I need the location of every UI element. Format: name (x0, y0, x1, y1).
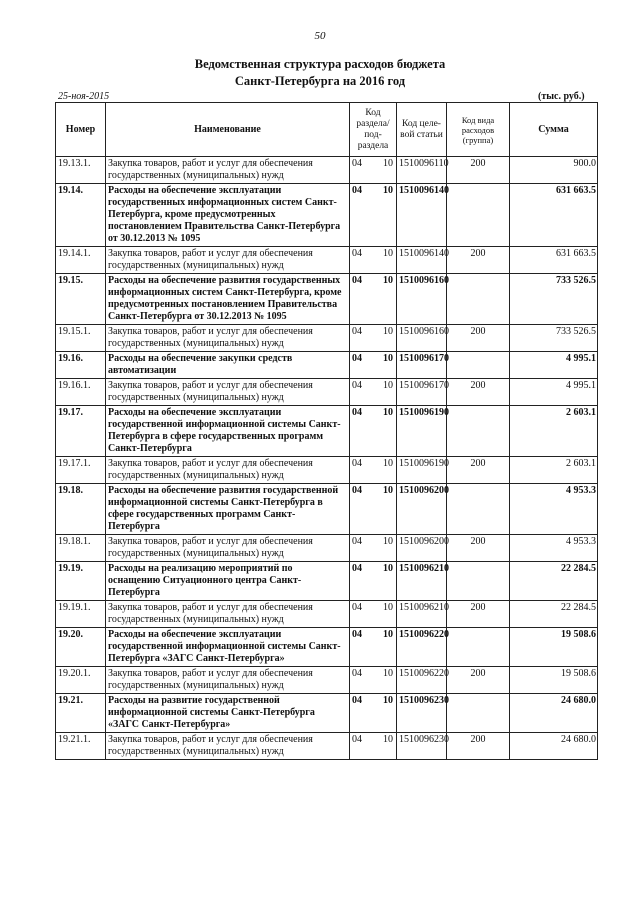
row-section (350, 535, 397, 562)
row-section (350, 601, 397, 628)
row-section-code: 04 (352, 353, 362, 364)
row-name: Закупка товаров, работ и услуг для обеспечения государственных (муниципальных) нужд (106, 457, 350, 484)
row-section-code: 04 (352, 326, 362, 337)
row-number: 19.17.1. (56, 457, 106, 484)
title-line-2: Санкт-Петербурга на 2016 год (234, 74, 406, 88)
row-name: Расходы на обеспечение эксплуатации государственной информационной системы Санкт-Петербурга в сфере государственных программ Санкт-Петербурга (106, 406, 350, 457)
row-section (350, 325, 397, 352)
row-section-code: 04 (352, 275, 362, 286)
row-sum: 22 284.5 (510, 562, 598, 601)
row-article: 1510096170 (397, 379, 447, 406)
row-name: Расходы на обеспечение развития государственных информационных систем Санкт-Петербурга, кроме предусмотренных постановлением Правительства Санкт-Петербурга от 30.12.2013 № 1095 (106, 274, 350, 325)
header-sum: Сумма (510, 103, 598, 157)
row-article: 1510096110 (397, 157, 447, 184)
row-name: Расходы на развитие государственной информационной системы Санкт-Петербурга «ЗАГС Санкт-Петербурга» (106, 694, 350, 733)
table-row (56, 247, 598, 274)
row-sum: 4 995.1 (510, 352, 598, 379)
row-section-code: 04 (352, 734, 362, 745)
row-group: 200 (447, 535, 510, 562)
row-number: 19.21. (56, 694, 106, 733)
table-row (56, 484, 598, 535)
row-name: Расходы на обеспечение развития государственной информационной системы Санкт-Петербурга в сфере государственных программ Санкт-Петербурга (106, 484, 350, 535)
table-row (56, 535, 598, 562)
table-row (56, 352, 598, 379)
row-sum: 733 526.5 (510, 274, 598, 325)
row-number: 19.18. (56, 484, 106, 535)
table-row (56, 694, 598, 733)
units-label: (тыс. руб.) (538, 91, 585, 102)
row-section-code: 04 (352, 380, 362, 391)
row-section-code: 04 (352, 458, 362, 469)
table-row (56, 457, 598, 484)
row-section (350, 274, 397, 325)
header-article: Код целе-вой статьи (397, 103, 447, 157)
row-group: 200 (447, 247, 510, 274)
row-section (350, 406, 397, 457)
row-number: 19.14. (56, 184, 106, 247)
row-subsection-code: 10 (383, 275, 393, 286)
row-name: Закупка товаров, работ и услуг для обеспечения государственных (муниципальных) нужд (106, 325, 350, 352)
row-subsection-code: 10 (383, 185, 393, 196)
row-number: 19.20.1. (56, 667, 106, 694)
row-name: Расходы на реализацию мероприятий по оснащению Ситуационного центра Санкт-Петербурга (106, 562, 350, 601)
document-title (0, 56, 640, 90)
row-section (350, 352, 397, 379)
row-section-code: 04 (352, 407, 362, 418)
row-number: 19.20. (56, 628, 106, 667)
row-subsection-code: 10 (383, 629, 393, 640)
row-name: Закупка товаров, работ и услуг для обеспечения государственных (муниципальных) нужд (106, 157, 350, 184)
row-section-code: 04 (352, 695, 362, 706)
table-row (56, 628, 598, 667)
row-subsection-code: 10 (383, 485, 393, 496)
row-sum: 22 284.5 (510, 601, 598, 628)
row-name: Расходы на обеспечение эксплуатации государственной информационной системы Санкт-Петербурга «ЗАГС Санкт-Петербурга» (106, 628, 350, 667)
row-section-code: 04 (352, 485, 362, 496)
row-name: Расходы на обеспечение эксплуатации государственных информационных систем Санкт-Петербурга, кроме предусмотренных постановлением Правительства Санкт-Петербурга от 30.12.2013 № 1095 (106, 184, 350, 247)
header-group: Код вида расходов (группа) (447, 103, 510, 157)
title-line-1: Ведомственная структура расходов бюджета (194, 57, 446, 71)
page-number: 50 (314, 30, 326, 42)
row-section-code: 04 (352, 563, 362, 574)
row-sum: 631 663.5 (510, 184, 598, 247)
row-subsection-code: 10 (383, 353, 393, 364)
row-subsection-code: 10 (383, 248, 393, 259)
row-name: Закупка товаров, работ и услуг для обеспечения государственных (муниципальных) нужд (106, 247, 350, 274)
row-section (350, 562, 397, 601)
row-subsection-code: 10 (383, 602, 393, 613)
row-name: Закупка товаров, работ и услуг для обеспечения государственных (муниципальных) нужд (106, 535, 350, 562)
row-article: 1510096190 (397, 457, 447, 484)
header-name: Наименование (106, 103, 350, 157)
row-group: 200 (447, 157, 510, 184)
header-section: Код раздела/ под-раздела (350, 103, 397, 157)
table-header-row (56, 103, 598, 157)
row-group: 200 (447, 457, 510, 484)
row-number: 19.13.1. (56, 157, 106, 184)
table-row (56, 157, 598, 184)
row-article: 1510096230 (397, 733, 447, 760)
row-number: 19.18.1. (56, 535, 106, 562)
row-number: 19.21.1. (56, 733, 106, 760)
row-sum: 733 526.5 (510, 325, 598, 352)
row-name: Расходы на обеспечение закупки средств автоматизации (106, 352, 350, 379)
row-sum: 19 508.6 (510, 667, 598, 694)
document-date: 25-ноя-2015 (58, 91, 110, 102)
row-number: 19.16. (56, 352, 106, 379)
row-section (350, 184, 397, 247)
row-number: 19.19.1. (56, 601, 106, 628)
row-subsection-code: 10 (383, 458, 393, 469)
table-row (56, 562, 598, 601)
row-article: 1510096190 (397, 406, 447, 457)
row-subsection-code: 10 (383, 380, 393, 391)
row-sum: 900.0 (510, 157, 598, 184)
row-section-code: 04 (352, 185, 362, 196)
row-number: 19.15. (56, 274, 106, 325)
row-group: 200 (447, 379, 510, 406)
row-section (350, 379, 397, 406)
row-number: 19.19. (56, 562, 106, 601)
row-section (350, 667, 397, 694)
row-article: 1510096230 (397, 694, 447, 733)
row-subsection-code: 10 (383, 407, 393, 418)
table-row (56, 184, 598, 247)
row-sum: 19 508.6 (510, 628, 598, 667)
row-section (350, 733, 397, 760)
row-sum: 2 603.1 (510, 457, 598, 484)
row-section-code: 04 (352, 668, 362, 679)
table-row (56, 733, 598, 760)
row-subsection-code: 10 (383, 668, 393, 679)
row-sum: 4 995.1 (510, 379, 598, 406)
table-row (56, 274, 598, 325)
row-group (447, 484, 510, 535)
table-row (56, 406, 598, 457)
row-subsection-code: 10 (383, 158, 393, 169)
row-group (447, 628, 510, 667)
row-section (350, 628, 397, 667)
row-sum: 2 603.1 (510, 406, 598, 457)
row-subsection-code: 10 (383, 326, 393, 337)
row-group (447, 274, 510, 325)
row-section (350, 247, 397, 274)
row-article: 1510096220 (397, 628, 447, 667)
row-number: 19.14.1. (56, 247, 106, 274)
row-article: 1510096170 (397, 352, 447, 379)
row-section (350, 457, 397, 484)
row-article: 1510096200 (397, 535, 447, 562)
row-section (350, 484, 397, 535)
row-group (447, 184, 510, 247)
row-article: 1510096140 (397, 247, 447, 274)
row-group (447, 562, 510, 601)
row-group (447, 352, 510, 379)
row-subsection-code: 10 (383, 536, 393, 547)
row-section-code: 04 (352, 536, 362, 547)
row-number: 19.15.1. (56, 325, 106, 352)
row-subsection-code: 10 (383, 734, 393, 745)
row-name: Закупка товаров, работ и услуг для обеспечения государственных (муниципальных) нужд (106, 667, 350, 694)
row-sum: 631 663.5 (510, 247, 598, 274)
row-group (447, 694, 510, 733)
row-section (350, 157, 397, 184)
row-section-code: 04 (352, 248, 362, 259)
row-name: Закупка товаров, работ и услуг для обеспечения государственных (муниципальных) нужд (106, 379, 350, 406)
row-article: 1510096200 (397, 484, 447, 535)
row-article: 1510096210 (397, 601, 447, 628)
row-section-code: 04 (352, 158, 362, 169)
row-article: 1510096220 (397, 667, 447, 694)
table-body (56, 157, 598, 760)
row-subsection-code: 10 (383, 563, 393, 574)
row-number: 19.17. (56, 406, 106, 457)
row-group (447, 406, 510, 457)
row-section (350, 694, 397, 733)
row-sum: 4 953.3 (510, 535, 598, 562)
row-group: 200 (447, 667, 510, 694)
row-group: 200 (447, 733, 510, 760)
row-group: 200 (447, 601, 510, 628)
row-name: Закупка товаров, работ и услуг для обеспечения государственных (муниципальных) нужд (106, 733, 350, 760)
row-group: 200 (447, 325, 510, 352)
table-row (56, 379, 598, 406)
row-article: 1510096160 (397, 325, 447, 352)
row-article: 1510096140 (397, 184, 447, 247)
row-sum: 24 680.0 (510, 733, 598, 760)
row-number: 19.16.1. (56, 379, 106, 406)
row-sum: 4 953.3 (510, 484, 598, 535)
row-section-code: 04 (352, 629, 362, 640)
row-article: 1510096160 (397, 274, 447, 325)
row-section-code: 04 (352, 602, 362, 613)
row-article: 1510096210 (397, 562, 447, 601)
table-row (56, 667, 598, 694)
table-row (56, 601, 598, 628)
header-number: Номер (56, 103, 106, 157)
table-row (56, 325, 598, 352)
row-sum: 24 680.0 (510, 694, 598, 733)
row-name: Закупка товаров, работ и услуг для обеспечения государственных (муниципальных) нужд (106, 601, 350, 628)
row-subsection-code: 10 (383, 695, 393, 706)
budget-table (55, 102, 598, 760)
